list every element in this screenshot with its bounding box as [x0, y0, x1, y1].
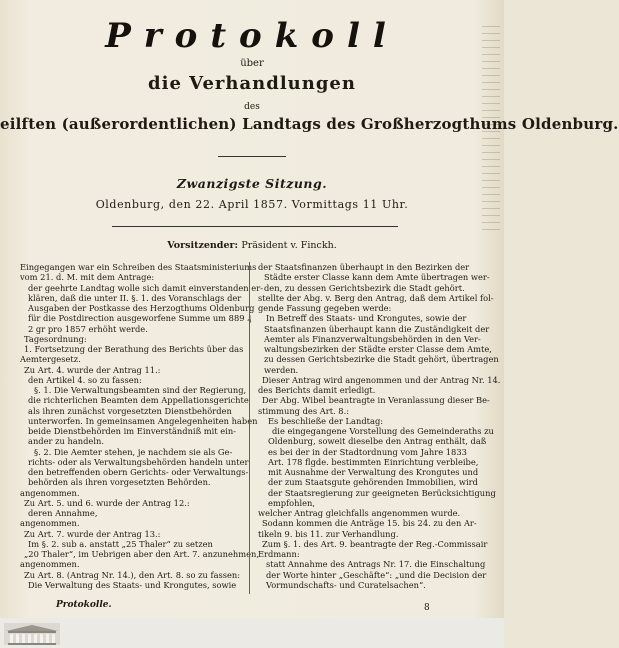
text-line: angenommen.	[20, 487, 80, 498]
text-line: die eingegangene Vorstellung des Gemeinderaths zu	[272, 426, 494, 436]
text-line: der Staatsfinanzen überhaupt in den Bezirken der	[258, 262, 470, 272]
text-line: Städte erster Classe kann dem Amte übertragen wer-	[264, 272, 490, 283]
text-line: es bei der in der Stadtordnung vom Jahre 1833	[268, 446, 467, 457]
text-line: ander zu handeln.	[28, 436, 104, 447]
text-line: Die Verwaltung des Staats- und Krongutes, sowie	[28, 579, 237, 590]
landtag-subtitle: eilften (außerordentlichen) Landtags des Großherzogthums Oldenburg.	[0, 115, 619, 133]
text-line: Staatsfinanzen überhaupt kann die Zuständigkeit der	[264, 323, 490, 334]
text-line: Tagesordnung:	[24, 333, 87, 344]
text-line: Der Abg. Wibel beantragte in Veranlassung dieser Be-	[262, 395, 490, 406]
text-line: der Staatsregierung zur geeigneten Berücksichtigung	[268, 487, 496, 498]
chairman-label: Vorsitzender:	[167, 240, 238, 251]
left-text-column	[20, 262, 263, 590]
text-line: welcher Antrag gleichfalls angenommen wurde.	[258, 508, 461, 518]
text-line: Es beschließe der Landtag:	[268, 415, 384, 426]
title-ueber: über	[240, 58, 264, 69]
title-verhandlungen: die Verhandlungen	[148, 73, 356, 94]
text-line: behörden als ihren vorgesetzten Behörden.	[28, 477, 211, 488]
text-line: Erdmann:	[258, 549, 300, 559]
text-line: der Worte hinter „Geschäfte“: „und die Decision der	[266, 569, 487, 580]
title-des: des	[244, 102, 260, 112]
text-line: unterworfen. In gemeinsamen Angelegenheiten haben	[28, 415, 258, 426]
text-line: 1. Fortsetzung der Berathung des Berichts über das	[24, 344, 244, 354]
short-divider	[218, 156, 286, 157]
text-line: die richterlichen Beamten dem Appellationsgerichte	[28, 395, 249, 406]
text-line: stellte der Abg. v. Berg den Antrag, daß dem Artikel fol-	[258, 292, 494, 303]
text-line: Eingegangen war ein Schreiben des Staatsministeriums	[20, 262, 257, 272]
text-line: richts- oder als Verwaltungsbehörden handeln unter	[28, 456, 249, 467]
right-text-column	[258, 262, 501, 590]
text-line: statt Annahme des Antrags Nr. 17. die Einschaltung	[266, 559, 486, 570]
text-line: 2 gr pro 1857 erhöht werde.	[28, 323, 148, 334]
text-line: Zu Art. 4. wurde der Antrag 11.:	[24, 364, 161, 375]
text-line: Oldenburg, soweit dieselbe den Antrag enthält, daß	[268, 436, 487, 447]
text-line: Zum §. 1. des Art. 9. beantragte der Reg.-Commissair	[262, 538, 488, 549]
text-line: §. 2. Die Aemter stehen, je nachdem sie als Ge-	[34, 446, 233, 457]
text-line: den betreffenden obern Gerichts- oder Verwaltungs-	[28, 467, 249, 477]
text-line: Zu Art. 5. und 6. wurde der Antrag 12.:	[24, 497, 190, 508]
page-number: 8	[424, 603, 430, 613]
text-line: Vormundschafts- und Curatelsachen“.	[266, 579, 426, 590]
chairman-line	[0, 240, 504, 251]
chairman-name: Präsident v. Finckh.	[241, 240, 337, 251]
text-line: Im §. 2. sub a. anstatt „25 Thaler“ zu setzen	[28, 538, 213, 549]
text-line: für die Postdirection ausgeworfene Summe um 889 ₰	[28, 313, 252, 324]
text-line: Ausgaben der Postkasse des Herzogthums Oldenburg	[28, 303, 255, 313]
long-divider	[112, 226, 398, 227]
text-line: Aemter als Finanzverwaltungsbehörden in den Ver-	[264, 333, 481, 344]
text-line: beide Dienstbehörden im Einverständniß mit ein-	[28, 426, 236, 436]
text-line: als ihren zunächst vorgesetzten Dienstbehörden	[28, 405, 232, 416]
text-line: klären, daß die unter II. §. 1. des Voranschlags der	[28, 292, 242, 303]
session-heading: Zwanzigste Sitzung.	[176, 176, 328, 191]
text-line: stimmung des Art. 8.:	[258, 405, 350, 416]
text-line: angenommen.	[20, 559, 80, 570]
text-line: tikeln 9. bis 11. zur Verhandlung.	[258, 528, 399, 539]
text-line: Zu Art. 7. wurde der Antrag 13.:	[24, 528, 161, 539]
text-line: den, zu dessen Gerichtsbezirk die Stadt gehört.	[264, 282, 465, 293]
text-line: zu dessen Gerichtsbezirke die Stadt gehört, übertragen	[264, 354, 499, 365]
digitization-strip	[0, 618, 504, 648]
text-line: deren Annahme,	[28, 508, 98, 518]
text-line: waltungsbezirken der Städte erster Classe dem Amte,	[264, 344, 492, 354]
text-line: Dieser Antrag wird angenommen und der Antrag Nr. 14.	[262, 374, 501, 385]
text-line: empfohlen,	[268, 497, 316, 508]
text-line: In Betreff des Staats- und Krongutes, sowie der	[266, 313, 467, 324]
text-line: werden.	[264, 364, 299, 375]
document-title: Protokoll	[105, 16, 399, 56]
text-line: der zum Staatsgute gehörenden Immobilien, wird	[268, 477, 478, 488]
text-line: Zu Art. 8. (Antrag Nr. 14.), den Art. 8. so zu fassen:	[24, 569, 241, 580]
library-building-icon	[4, 623, 60, 645]
text-line: Art. 178 flgde. bestimmten Einrichtung verbleibe,	[268, 456, 479, 467]
text-line: Aemtergesetz.	[20, 354, 81, 365]
text-line: vom 21. d. M. mit dem Antrage:	[20, 272, 155, 283]
column-divider	[249, 262, 250, 594]
text-line: der geehrte Landtag wolle sich damit einverstanden er-	[28, 282, 263, 293]
text-line: gende Fassung gegeben werde:	[258, 303, 392, 313]
text-line: den Artikel 4. so zu fassen:	[28, 374, 142, 385]
text-line: §. 1. Die Verwaltungsbeamten sind der Regierung,	[34, 385, 247, 395]
text-line: „20 Thaler“, im Uebrigen aber den Art. 7. anzunehmen,	[24, 549, 260, 559]
footer-signature: Protokolle.	[56, 600, 112, 610]
text-line: mit Ausnahme der Verwaltung des Krongutes und	[268, 467, 479, 477]
session-date: Oldenburg, den 22. April 1857. Vormittags 11 Uhr.	[95, 198, 409, 211]
text-line: des Berichts damit erledigt.	[258, 385, 376, 395]
text-line: angenommen.	[20, 518, 80, 529]
text-line: Sodann kommen die Anträge 15. bis 24. zu den Ar-	[262, 518, 477, 529]
